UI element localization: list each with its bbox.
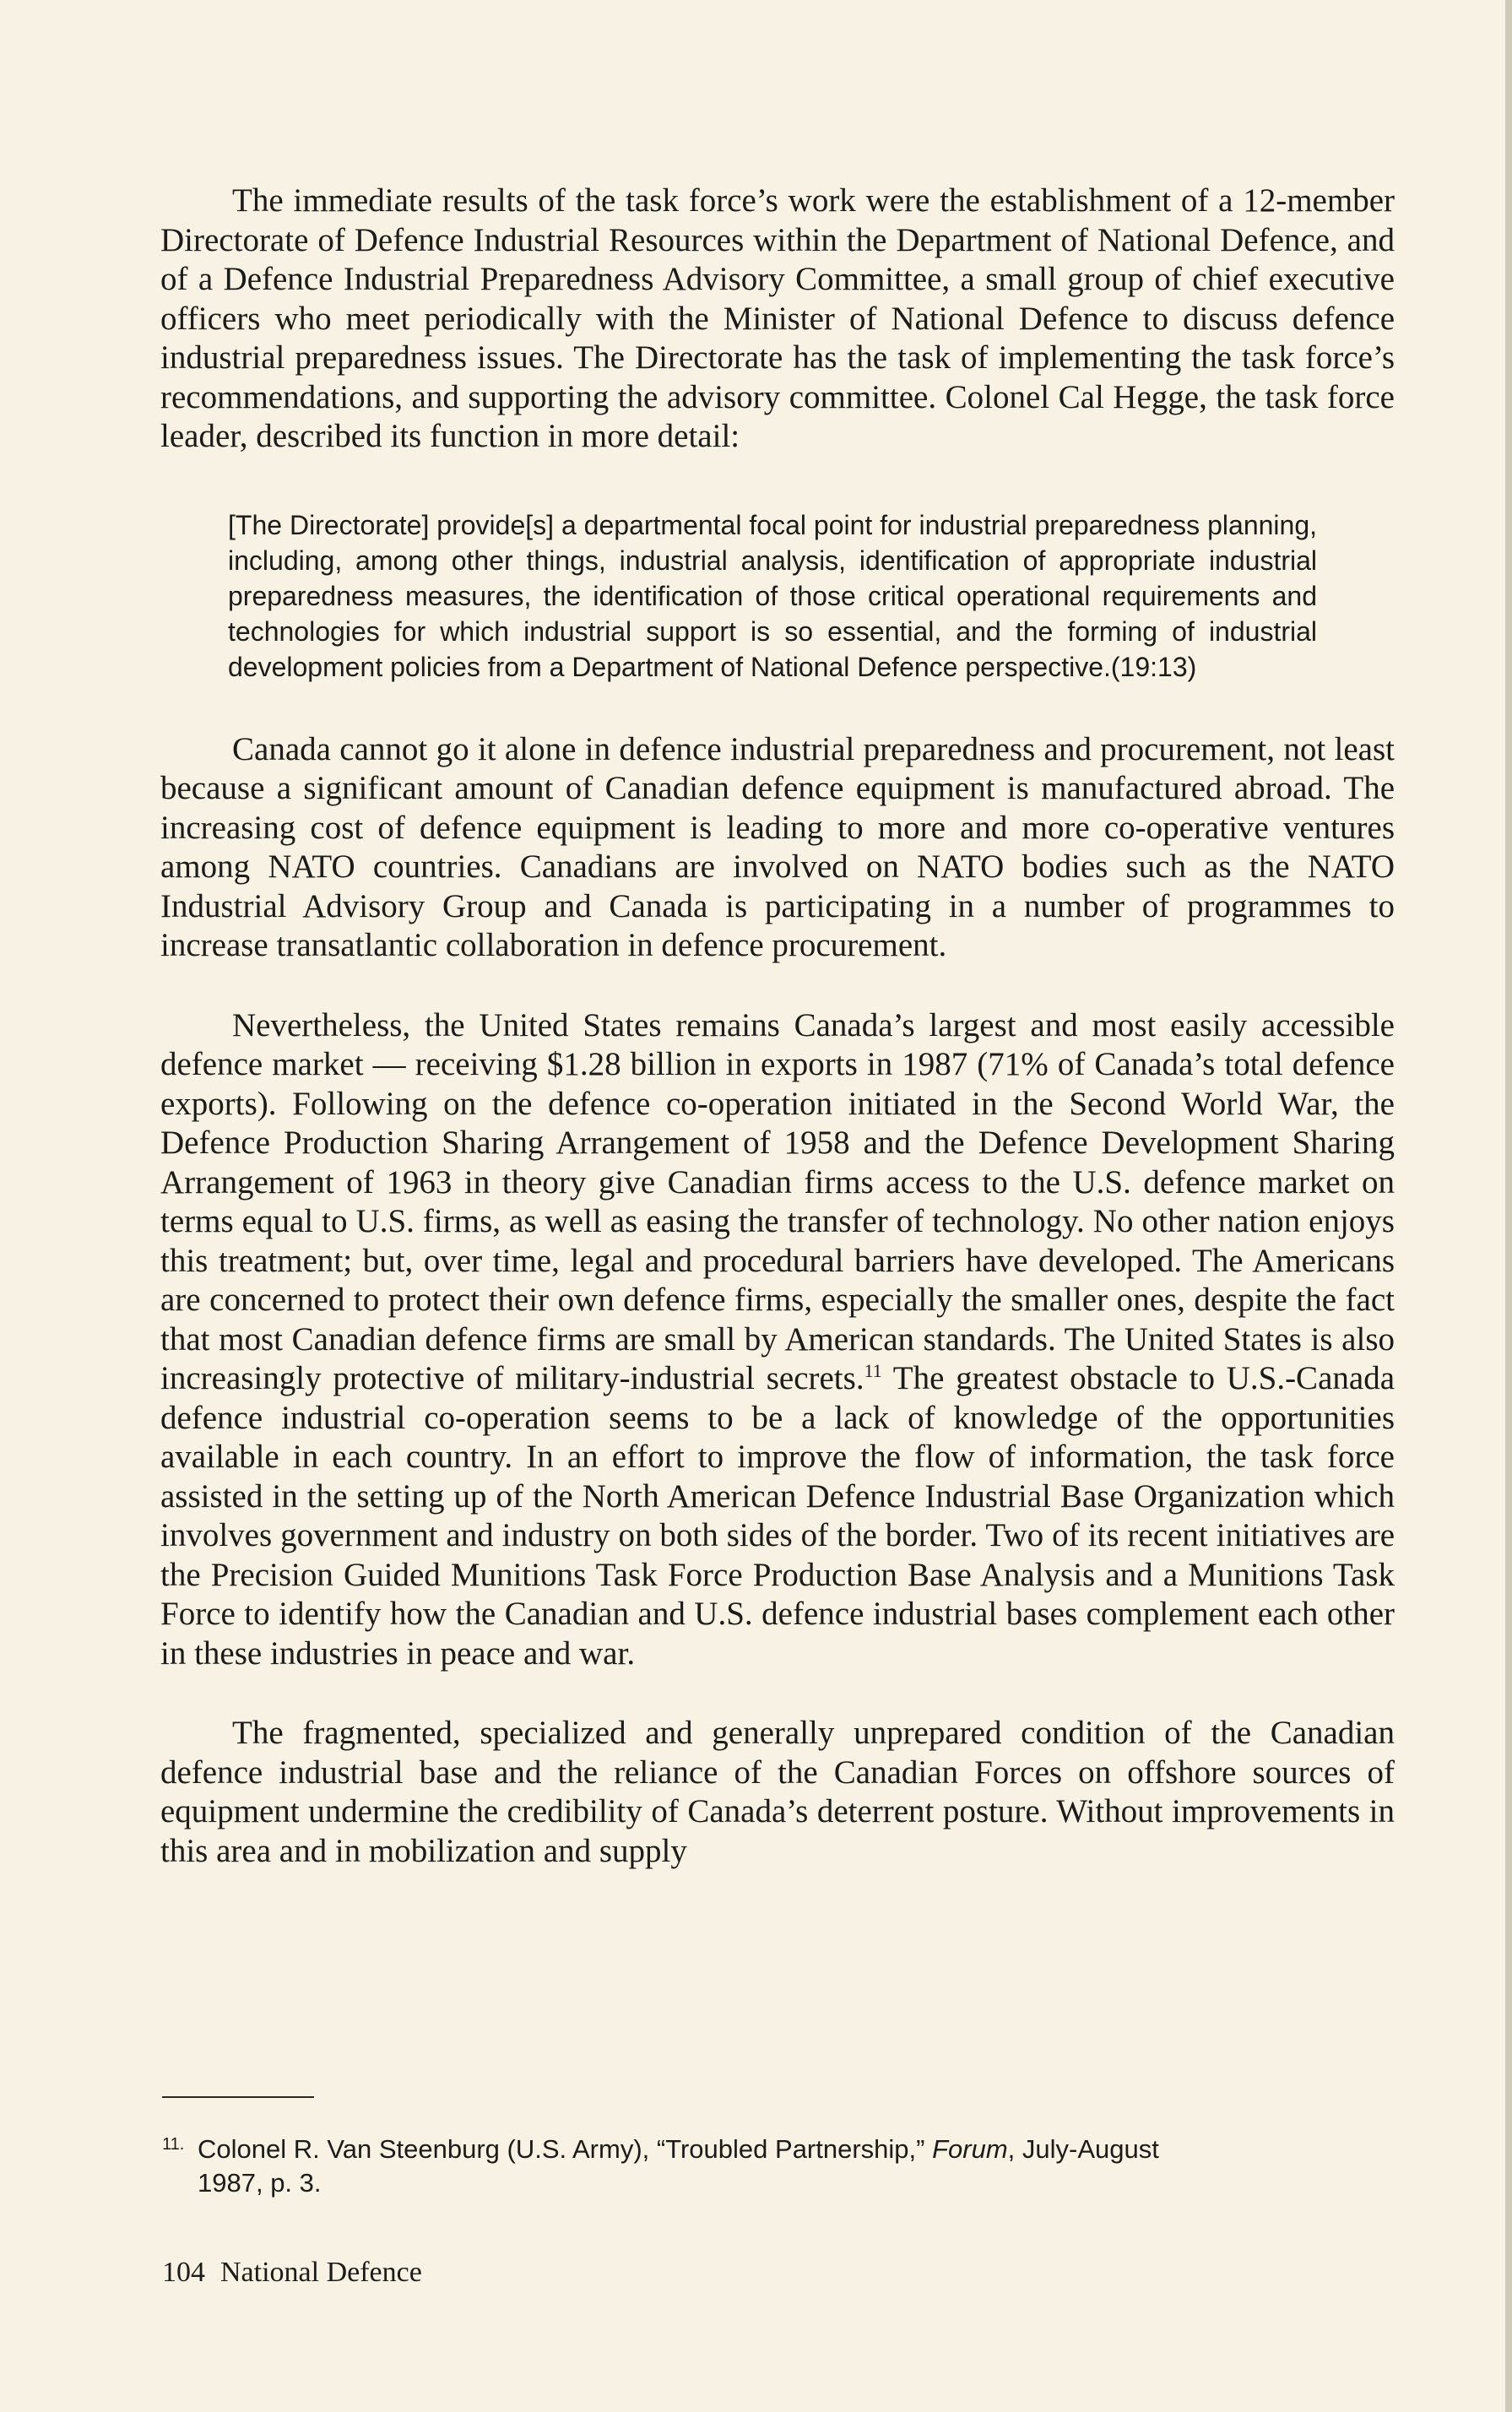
footnote-text-b: , July-August <box>1007 2134 1159 2164</box>
footnote-text-c: 1987, p. 3. <box>198 2168 322 2198</box>
footnote-reference: 11 <box>864 1360 882 1381</box>
page-number: 104 <box>162 2257 205 2288</box>
paragraph-4: The fragmented, specialized and generally unprepared condition of the Canadian defence industrial base and the reliance of the Canadian Forces on offshore sources of equipment undermine the credibility of Canada’s deterrent posture. Without improvements in this area and in mobilization and supply <box>160 1715 1395 1869</box>
page-edge <box>1505 0 1512 2412</box>
block-quote: [The Directorate] provide[s] a departmental focal point for industrial preparedness planning, including, among other things, industrial analysis, identification of appropriate industrial preparedness measures, the identification of those critical operational requirements and technologies for which industrial support is so essential, and the forming of industrial development policies from a Department of National Defence perspective.(19:13) <box>228 509 1317 682</box>
footnote-rule <box>162 2096 314 2098</box>
paragraph-3-part-b: The greatest obstacle to U.S.-Canada defence industrial co-operation seems to be a lack of knowledge of the opportunities available in each country. In an effort to improve the flow of information, the task force assisted in the setting up of the North American Defence Industrial Base Organization which involves government and industry on both sides of the border. Two of its recent initiatives are the Precision Guided Munitions Task Force Production Base Analysis and a Munitions Task Force to identify how the Canadian and U.S. defence industrial bases complement each other in these industries in peace and war. <box>160 1360 1395 1672</box>
body-text <box>160 182 1395 1871</box>
footnote-text-a: Colonel R. Van Steenburg (U.S. Army), “Troubled Partnership,” <box>198 2134 933 2164</box>
footnote-publication: Forum <box>932 2134 1008 2164</box>
footnote-marker: 11. <box>162 2135 185 2154</box>
footnote-text <box>198 2134 1159 2164</box>
paragraph-3 <box>160 1006 1395 1674</box>
running-title: National Defence <box>220 2257 422 2288</box>
page-footer <box>162 2256 437 2290</box>
paragraph-3-part-a: Nevertheless, the United States remains Canada’s largest and most easily accessible defence market — receiving $1.28 billion in exports in 1987 (71% of Canada’s total defence exports). Following on the defence co-operation initiated in the Second World War, the Defence Production Sharing Arrangement of 1958 and the Defence Development Sharing Arrangement of 1963 in theory give Canadian firms access to the U.S. defence market on terms equal to U.S. firms, as well as easing the transfer of technology. No other nation enjoys this treatment; but, over time, legal and procedural barriers have developed. The Americans are concerned to protect their own defence firms, especially the smaller ones, despite the fact that most Canadian defence firms are small by American standards. The United States is also increasingly protective of military-industrial secrets. <box>160 1006 1395 1396</box>
footnote <box>162 2127 1395 2200</box>
paragraph-1: The immediate results of the task force’s work were the establishment of a 12-member Directorate of Defence Industrial Resources within the Department of National Defence, and of a Defence Industrial Preparedness Advisory Committee, a small group of chief executive officers who meet periodically with the Minister of National Defence to discuss defence industrial preparedness issues. The Directorate has the task of implementing the task force’s recommendations, and supporting the advisory committee. Colonel Cal Hegge, the task force leader, described its function in more detail: <box>160 182 1395 454</box>
paragraph-2: Canada cannot go it alone in defence industrial preparedness and procurement, not least because a significant amount of Canadian defence equipment is manufactured abroad. The increasing cost of defence equipment is leading to more and more co-operative ventures among NATO countries. Canadians are involved on NATO bodies such as the NATO Industrial Advisory Group and Canada is participating in a number of programmes to increase transatlantic collaboration in defence procurement. <box>160 730 1395 963</box>
